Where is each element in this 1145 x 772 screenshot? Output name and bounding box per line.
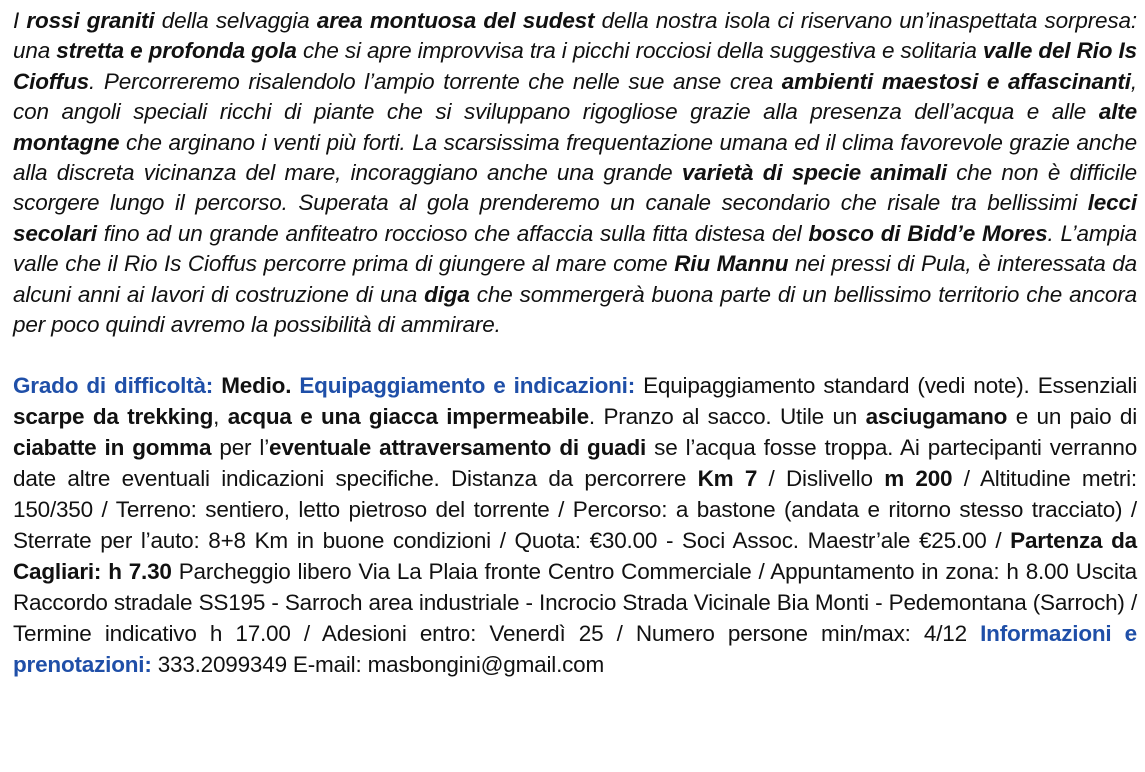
details-run: / Altitudine metri: 150/350 / Terreno: sentiero, letto pietroso del torrente / Percorso: a bastone (andata e ritorno stesso tracciato) / Sterrate per l’auto: 8+8 Km in buone condizioni / Quota: €30.00 - Soci Assoc. Maestr’ale €25.00 /	[13, 466, 1137, 554]
details-run: Equipaggiamento standard (vedi note). Essenziali	[635, 373, 1137, 399]
intro-paragraph	[13, 6, 1137, 340]
intro-run: . L’ampia valle che il Rio Is Cioffus percorre prima di giungere al mare come	[13, 220, 1137, 277]
intro-emphasis: rossi graniti	[26, 8, 155, 33]
equipment-label: Equipaggiamento e indicazioni:	[299, 373, 635, 399]
intro-run: che non è difficile scorgere lungo il percorso. Superata al gola prenderemo un canale secondario che risale tra bellissimi	[13, 160, 1137, 216]
intro-run: che si apre improvvisa tra i picchi rocciosi della suggestiva e solitaria	[296, 38, 983, 64]
details-run	[213, 373, 221, 398]
intro-run: che sommergerà buona parte di un bellissimo territorio che ancora per poco quindi avremo la possibilità di ammirare.	[13, 281, 1137, 338]
intro-emphasis: ambienti maestosi e affascinanti	[781, 68, 1131, 94]
info-booking-label: Informazioni e prenotazioni:	[13, 621, 1137, 678]
details-emphasis: acqua e una giacca impermeabile	[227, 404, 589, 430]
intro-run: della selvaggia	[154, 8, 317, 33]
intro-emphasis: varietà di specie animali	[681, 160, 947, 186]
intro-run: fino ad un grande anfiteatro roccioso che affaccia sulla fitta distesa del	[96, 220, 809, 246]
intro-run: , con angoli speciali ricchi di piante che si sviluppano rigogliose grazie alla presenza dell’acqua e alle	[13, 68, 1137, 125]
intro-emphasis: valle del Rio Is Cioffus	[13, 38, 1137, 94]
intro-emphasis: Riu Mannu	[674, 251, 789, 277]
details-run: Parcheggio libero Via La Plaia fronte Centro Commerciale / Appuntamento in zona: h 8.00 Uscita Raccordo stradale SS195 - Sarroch area industriale - Incrocio Strada Vicinale Bia Monti - Pedemontana (Sarroch) / Termine indicativo h 17.00 / Adesioni entro: Venerdì 25 / Numero persone min/max: 4/12	[13, 559, 1137, 647]
intro-run: della nostra isola ci riservano un’inaspettata sorpresa: una	[13, 8, 1137, 64]
distance-value: Km 7	[697, 466, 758, 492]
intro-run: nei pressi di Pula, è interessata da alcuni anni ai lavori di costruzione di una	[13, 251, 1137, 307]
details-run: e un paio di	[1007, 404, 1137, 430]
intro-emphasis: diga	[424, 281, 470, 307]
trip-details-paragraph	[13, 370, 1137, 680]
difficulty-value: Medio.	[221, 373, 292, 399]
intro-emphasis: area montuosa del sudest	[316, 8, 595, 33]
intro-run: . Percorreremo risalendolo l’ampio torrente che nelle sue anse crea	[89, 68, 782, 94]
departure-time: Partenza da Cagliari: h 7.30	[13, 528, 1137, 585]
details-run: ,	[213, 404, 228, 430]
intro-run: I	[13, 8, 27, 33]
intro-emphasis: stretta e profonda gola	[56, 38, 297, 64]
details-run: per l’	[211, 435, 270, 461]
details-run: / Dislivello	[757, 466, 885, 492]
contact-info: 333.2099349 E-mail: masbongini@gmail.com	[151, 652, 605, 678]
details-run: . Pranzo al sacco. Utile un	[588, 404, 866, 430]
details-emphasis: scarpe da trekking	[13, 404, 214, 430]
intro-emphasis: lecci secolari	[13, 190, 1137, 246]
intro-emphasis: bosco di Bidd’e Mores	[808, 220, 1048, 246]
details-run: se l’acqua fosse troppa. Ai partecipanti verranno date altre eventuali indicazioni specifiche. Distanza da percorrere	[13, 435, 1138, 492]
details-emphasis: ciabatte in gomma	[13, 435, 212, 461]
intro-emphasis: alte montagne	[13, 99, 1137, 155]
details-emphasis: eventuale attraversamento di guadi	[269, 435, 647, 461]
details-emphasis: asciugamano	[865, 404, 1008, 430]
elevation-value: m 200	[884, 466, 953, 492]
difficulty-label: Grado di difficoltà:	[13, 373, 214, 399]
intro-run: che arginano i venti più forti. La scarsissima frequentazione umana ed il clima favorevole grazie anche alla discreta vicinanza del mare, incoraggiano anche una grande	[13, 129, 1137, 186]
